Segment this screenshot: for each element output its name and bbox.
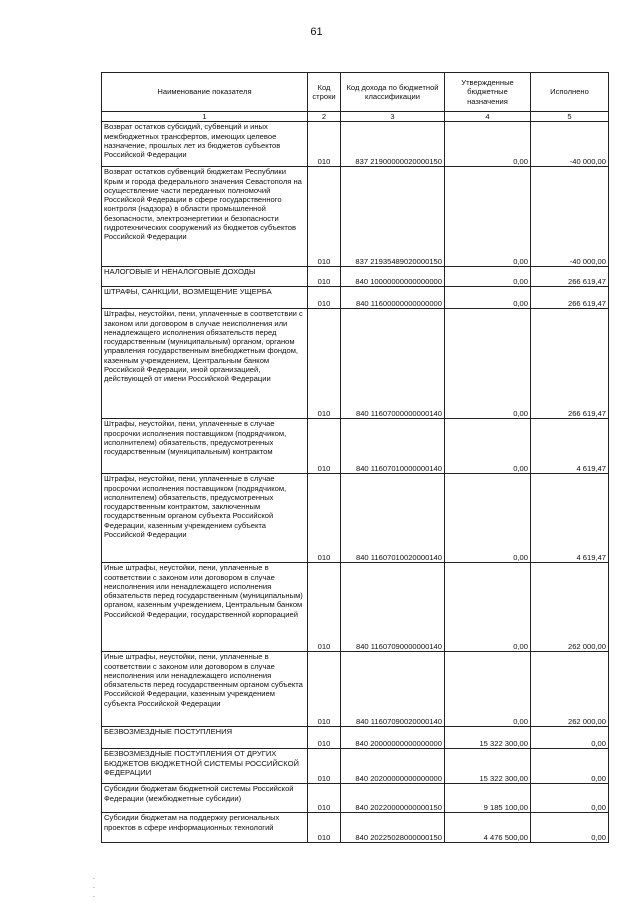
row-income-code: 840 20225028000000150 xyxy=(341,813,445,843)
row-done: 266 619,47 xyxy=(531,309,609,419)
table-row xyxy=(102,267,609,287)
table-row xyxy=(102,727,609,749)
table-row xyxy=(102,287,609,309)
row-done: -40 000,00 xyxy=(531,167,609,267)
row-income-code: 840 11607010020000140 xyxy=(341,474,445,563)
header-approved: Утвержденные бюджетные назначения xyxy=(445,73,531,112)
table-row xyxy=(102,419,609,474)
row-approved: 0,00 xyxy=(445,287,531,309)
row-name: Иные штрафы, неустойки, пени, уплаченные в соответствии с законом или договором в случае неисполнения или ненадлежащего исполнения обязательств перед государственным органом субъекта Российской Федерации, казенным учреждением субъекта Российской Федерации xyxy=(102,652,308,727)
column-number: 2 xyxy=(308,112,341,122)
header-row xyxy=(102,73,609,112)
table-row xyxy=(102,167,609,267)
row-code: 010 xyxy=(308,784,341,813)
row-approved: 15 322 300,00 xyxy=(445,727,531,749)
row-done: 262 000,00 xyxy=(531,652,609,727)
row-done: 266 619,47 xyxy=(531,267,609,287)
scan-dots: . . . xyxy=(93,874,95,899)
row-approved: 0,00 xyxy=(445,167,531,267)
row-done: 0,00 xyxy=(531,813,609,843)
row-name: Субсидии бюджетам на поддержку региональных проектов в сфере информационных технологий xyxy=(102,813,308,843)
row-code: 010 xyxy=(308,419,341,474)
row-income-code: 840 11607010000000140 xyxy=(341,419,445,474)
table-row xyxy=(102,749,609,784)
row-code: 010 xyxy=(308,122,341,167)
row-income-code: 840 11607090020000140 xyxy=(341,652,445,727)
row-code: 010 xyxy=(308,563,341,652)
row-income-code: 840 20000000000000000 xyxy=(341,727,445,749)
table-row xyxy=(102,563,609,652)
row-code: 010 xyxy=(308,813,341,843)
row-approved: 0,00 xyxy=(445,652,531,727)
table-row xyxy=(102,784,609,813)
row-name: НАЛОГОВЫЕ И НЕНАЛОГОВЫЕ ДОХОДЫ xyxy=(102,267,308,287)
row-done: 0,00 xyxy=(531,749,609,784)
row-approved: 0,00 xyxy=(445,309,531,419)
header-done: Исполнено xyxy=(531,73,609,112)
row-code: 010 xyxy=(308,727,341,749)
row-name: БЕЗВОЗМЕЗДНЫЕ ПОСТУПЛЕНИЯ xyxy=(102,727,308,749)
header-income-code: Код дохода по бюджетной классификации xyxy=(341,73,445,112)
row-name: Возврат остатков субвенций бюджетам Республики Крым и города федерального значения Севастополя на осуществление части переданных полномочий Российской Федерации в сфере государственного контроля (надзора) в области промышленной безопасности, электроэнергетики и безопасности гидротехнических сооружений из бюджетов субъектов Российской Федерации xyxy=(102,167,308,267)
row-done: -40 000,00 xyxy=(531,122,609,167)
row-income-code: 837 21900000020000150 xyxy=(341,122,445,167)
row-done: 262 000,00 xyxy=(531,563,609,652)
row-code: 010 xyxy=(308,749,341,784)
row-income-code: 840 10000000000000000 xyxy=(341,267,445,287)
row-name: Штрафы, неустойки, пени, уплаченные в случае просрочки исполнения поставщиком (подрядчиком, исполнителем) обязательств, предусмотренных государственным (муниципальным) контрактом xyxy=(102,419,308,474)
row-name: ШТРАФЫ, САНКЦИИ, ВОЗМЕЩЕНИЕ УЩЕРБА xyxy=(102,287,308,309)
row-done: 4 619,47 xyxy=(531,419,609,474)
row-income-code: 840 11607000000000140 xyxy=(341,309,445,419)
column-number: 3 xyxy=(341,112,445,122)
revenue-table xyxy=(101,72,609,843)
row-income-code: 840 11607090000000140 xyxy=(341,563,445,652)
row-name: Иные штрафы, неустойки, пени, уплаченные в соответствии с законом или договором в случае неисполнения или ненадлежащего исполнения обязательств перед государственным (муниципальным) органом, казенным учреждением, Центральным банком Российской Федерации, государственной корпорацией xyxy=(102,563,308,652)
column-number: 4 xyxy=(445,112,531,122)
row-done: 0,00 xyxy=(531,784,609,813)
row-income-code: 840 11600000000000000 xyxy=(341,287,445,309)
table-row xyxy=(102,813,609,843)
table-row xyxy=(102,122,609,167)
row-code: 010 xyxy=(308,287,341,309)
row-income-code: 837 21935489020000150 xyxy=(341,167,445,267)
row-name: Возврат остатков субсидий, субвенций и иных межбюджетных трансфертов, имеющих целевое назначение, прошлых лет из бюджетов субъектов Российской Федерации xyxy=(102,122,308,167)
page-number: 61 xyxy=(310,26,323,38)
row-income-code: 840 20220000000000150 xyxy=(341,784,445,813)
row-name: БЕЗВОЗМЕЗДНЫЕ ПОСТУПЛЕНИЯ ОТ ДРУГИХ БЮДЖЕТОВ БЮДЖЕТНОЙ СИСТЕМЫ РОССИЙСКОЙ ФЕДЕРАЦИИ xyxy=(102,749,308,784)
row-code: 010 xyxy=(308,309,341,419)
row-approved: 0,00 xyxy=(445,563,531,652)
row-code: 010 xyxy=(308,652,341,727)
row-approved: 0,00 xyxy=(445,474,531,563)
row-approved: 0,00 xyxy=(445,419,531,474)
row-code: 010 xyxy=(308,267,341,287)
row-done: 4 619,47 xyxy=(531,474,609,563)
row-name: Субсидии бюджетам бюджетной системы Российской Федерации (межбюджетные субсидии) xyxy=(102,784,308,813)
row-code: 010 xyxy=(308,167,341,267)
column-number-row xyxy=(102,112,609,122)
row-done: 266 619,47 xyxy=(531,287,609,309)
table-row xyxy=(102,652,609,727)
row-income-code: 840 20200000000000000 xyxy=(341,749,445,784)
column-number: 5 xyxy=(531,112,609,122)
row-approved: 9 185 100,00 xyxy=(445,784,531,813)
row-approved: 15 322 300,00 xyxy=(445,749,531,784)
table-row xyxy=(102,474,609,563)
row-done: 0,00 xyxy=(531,727,609,749)
row-approved: 4 476 500,00 xyxy=(445,813,531,843)
row-approved: 0,00 xyxy=(445,267,531,287)
row-name: Штрафы, неустойки, пени, уплаченные в соответствии с законом или договором в случае неисполнения или ненадлежащего исполнения обязательств перед государственным (муниципальным) органом, органом управления государственным внебюджетным фондом, казенным учреждением, Центральным банком Российской Федерации, иной организацией, действующей от имени Российской Федерации xyxy=(102,309,308,419)
column-number: 1 xyxy=(102,112,308,122)
row-code: 010 xyxy=(308,474,341,563)
row-name: Штрафы, неустойки, пени, уплаченные в случае просрочки исполнения поставщиком (подрядчиком, исполнителем) обязательств, предусмотренных государственным контрактом, заключенным государственным органом субъекта Российской Федерации, казенным учреждением субъекта Российской Федерации xyxy=(102,474,308,563)
row-approved: 0,00 xyxy=(445,122,531,167)
header-name: Наименование показателя xyxy=(102,73,308,112)
header-code: Код строки xyxy=(308,73,341,112)
table-row xyxy=(102,309,609,419)
